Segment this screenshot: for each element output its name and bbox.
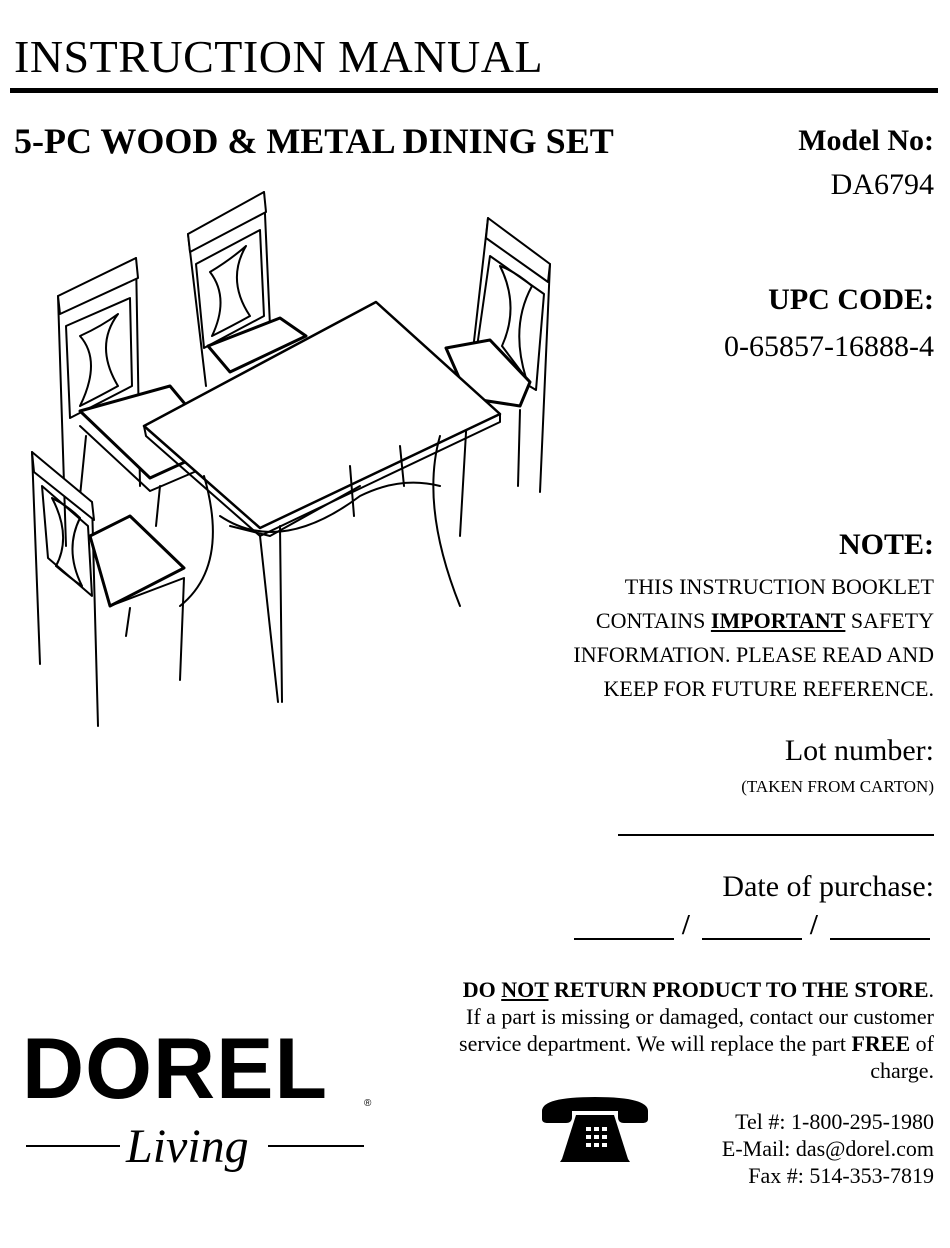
warning-do: DO (462, 977, 502, 1002)
note-label: NOTE: (838, 528, 934, 561)
date-separator: / (682, 910, 690, 941)
dining-table (144, 302, 500, 702)
warning-line-1 (414, 976, 934, 1003)
date-year-blank[interactable] (830, 938, 930, 940)
logo-brand-text: DOREL (22, 1030, 328, 1117)
safety-note (534, 570, 934, 706)
warning-line-2: If a part is missing or damaged, contact our customer (466, 1004, 934, 1029)
document-title: INSTRUCTION MANUAL (14, 31, 544, 82)
note-line-2-start: CONTAINS (595, 608, 711, 633)
important-emphasis: IMPORTANT (710, 608, 846, 633)
date-month-blank[interactable] (574, 938, 674, 940)
dining-set-illustration (20, 186, 560, 731)
date-day-blank[interactable] (702, 938, 802, 940)
warning-rest: RETURN PRODUCT TO THE STORE (548, 977, 929, 1002)
upc-label: UPC CODE: (768, 283, 934, 316)
upc-code: 0-65857-16888-4 (724, 330, 934, 363)
note-line-2-end: SAFETY (845, 608, 934, 633)
note-line-3: INFORMATION. PLEASE READ AND (573, 642, 934, 667)
dorel-living-logo (22, 1030, 382, 1190)
model-number: DA6794 (830, 168, 934, 201)
contact-phone: Tel #: 1-800-295-1980 (735, 1109, 934, 1134)
note-line-1: THIS INSTRUCTION BOOKLET (624, 574, 934, 599)
chair-back-right (446, 218, 550, 536)
free-emphasis: FREE (851, 1031, 911, 1056)
lot-number-field[interactable] (618, 834, 934, 836)
date-of-purchase-field (574, 908, 934, 944)
note-line-4: KEEP FOR FUTURE REFERENCE. (603, 676, 934, 701)
logo-sub-text: Living (126, 1120, 249, 1173)
lot-number-hint: (TAKEN FROM CARTON) (741, 777, 934, 796)
warning-period: . (928, 977, 934, 1002)
return-warning (414, 976, 934, 1084)
contact-info (722, 1108, 934, 1189)
date-separator: / (810, 910, 818, 941)
warning-line-3-end: of (910, 1031, 934, 1056)
warning-line-3-start: service department. We will replace the part (459, 1031, 852, 1056)
telephone-icon (538, 1093, 652, 1163)
product-name: 5-PC WOOD & METAL DINING SET (14, 121, 614, 161)
model-label: Model No: (798, 124, 934, 157)
date-of-purchase-label: Date of purchase: (722, 870, 934, 903)
lot-number-label: Lot number: (784, 734, 934, 767)
chair-front-left (32, 452, 184, 726)
contact-fax: Fax #: 514-353-7819 (748, 1163, 934, 1188)
note-line-2 (534, 604, 934, 638)
warning-line-3 (414, 1030, 934, 1057)
contact-email[interactable]: E-Mail: das@dorel.com (721, 1136, 934, 1161)
title-divider (10, 88, 938, 93)
warning-not: NOT (501, 977, 549, 1002)
warning-line-4: charge. (870, 1058, 934, 1083)
registered-mark: ® (364, 1098, 372, 1109)
